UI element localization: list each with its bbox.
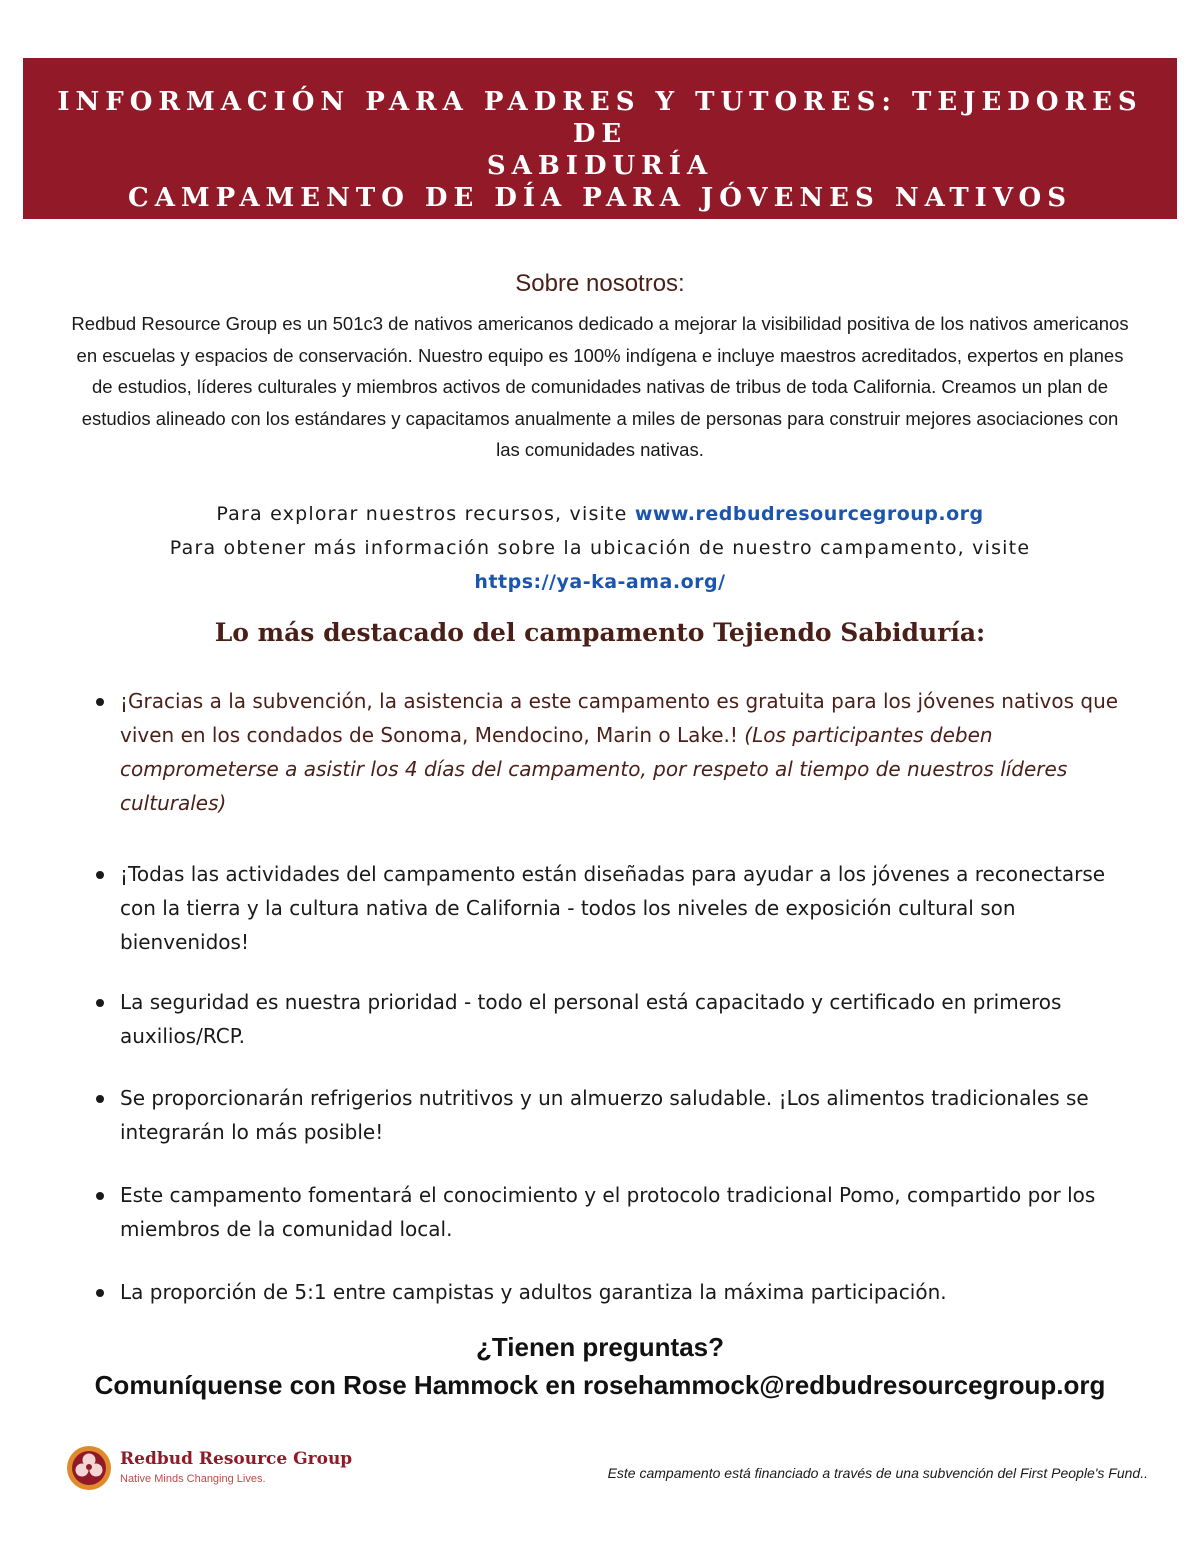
- list-item: [92, 985, 1132, 1053]
- links-section: [0, 497, 1200, 599]
- list-item-text: La seguridad es nuestra prioridad - todo el personal está capacitado y certificado en primeros auxilios/RCP.: [120, 990, 1062, 1048]
- list-item: [92, 1081, 1132, 1149]
- redbud-flower-icon: [66, 1445, 112, 1491]
- resources-link[interactable]: www.redbudresourcegroup.org: [634, 503, 984, 525]
- redbud-logo: [66, 1445, 366, 1495]
- logo-name: Redbud Resource Group: [120, 1449, 353, 1469]
- bullet-icon: [96, 871, 104, 879]
- bullet-icon: [96, 1095, 104, 1103]
- list-item-text: ¡Gracias a la subvención, la asistencia a este campamento es gratuita para los jóvenes nativos que viven en los condados de Sonoma, Mendocino, Marin o Lake.!: [120, 689, 1119, 747]
- highlights-heading: Lo más destacado del campamento Tejiendo Sabiduría:: [214, 618, 986, 647]
- list-item-note: (Los participantes deben comprometerse a asistir los 4 días del campamento, por respeto al tiempo de nuestros líderes culturales): [120, 723, 1068, 815]
- resources-line: [0, 497, 1200, 531]
- bullet-icon: [96, 999, 104, 1007]
- header-title-line-3: CAMPAMENTO DE DÍA PARA JÓVENES NATIVOS: [128, 183, 1072, 213]
- bullet-icon: [96, 1289, 104, 1297]
- list-item: [92, 857, 1132, 959]
- list-item-text: La proporción de 5:1 entre campistas y adultos garantiza la máxima participación.: [120, 1280, 947, 1304]
- header-banner: [23, 58, 1177, 219]
- camp-info-text: Para obtener más información sobre la ubicación de nuestro campamento, visite: [169, 537, 1031, 559]
- contact-question: ¿Tienen preguntas?: [476, 1332, 724, 1362]
- header-title-line-2: SABIDURÍA: [486, 151, 714, 181]
- contact-section: [0, 1328, 1200, 1404]
- header-title-line-1: INFORMACIÓN PARA PADRES Y TUTORES: TEJEDORES DE: [57, 87, 1143, 149]
- about-heading: Sobre nosotros:: [515, 270, 685, 297]
- resources-text: Para explorar nuestros recursos, visite: [216, 503, 635, 525]
- list-item-text: Este campamento fomentará el conocimiento y el protocolo tradicional Pomo, compartido por los miembros de la comunidad local.: [120, 1183, 1096, 1241]
- logo-tagline: Native Minds Changing Lives.: [120, 1473, 266, 1485]
- camp-link[interactable]: https://ya-ka-ama.org/: [474, 571, 726, 593]
- bullet-icon: [96, 698, 104, 706]
- list-item-text: ¡Todas las actividades del campamento están diseñadas para ayudar a los jóvenes a reconectarse con la tierra y la cultura nativa de California - todos los niveles de exposición cultural son bienvenidos!: [120, 862, 1106, 954]
- contact-line: Comuníquense con Rose Hammock en rosehammock@redbudresourcegroup.org: [94, 1370, 1106, 1400]
- list-item: [92, 1275, 1132, 1309]
- bullet-icon: [96, 1192, 104, 1200]
- list-item: [92, 684, 1132, 820]
- list-item: [92, 1178, 1132, 1246]
- funding-note: Este campamento está financiado a través de una subvención del First People's Fund..: [607, 1465, 1148, 1481]
- about-body: Redbud Resource Group es un 501c3 de nativos americanos dedicado a mejorar la visibilidad positiva de los nativos americanos en escuelas y espacios de conservación. Nuestro equipo es 100% indígena e incluye maestros acreditados, expertos en planes de estudios, líderes culturales y miembros activos de comunidades nativas de tribus de toda California. Creamos un plan de estudios alineado con los estándares y capacitamos anualmente a miles de personas para construir mejores asociaciones con las comunidades nativas.: [71, 313, 1129, 460]
- list-item-text: Se proporcionarán refrigerios nutritivos y un almuerzo saludable. ¡Los alimentos tradicionales se integrarán lo más posible!: [120, 1086, 1089, 1144]
